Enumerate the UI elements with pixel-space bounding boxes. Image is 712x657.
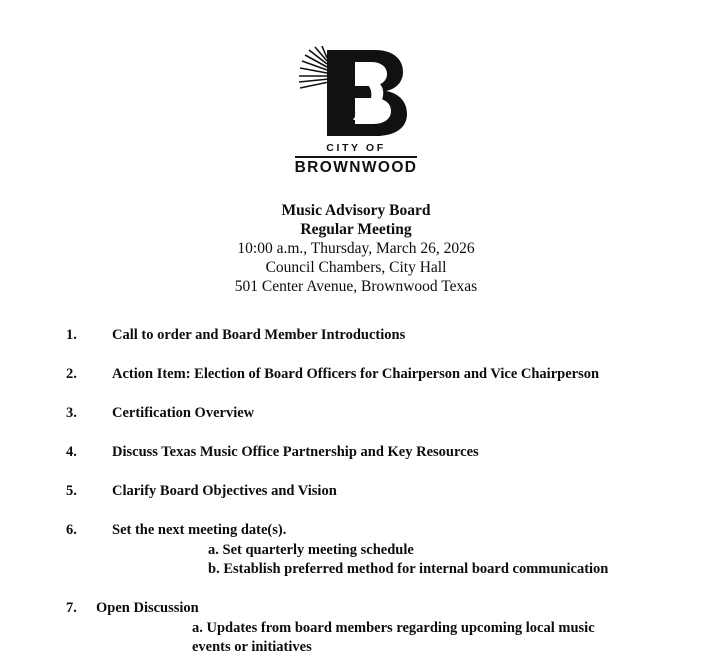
board-name: Music Advisory Board — [281, 202, 431, 219]
brownwood-b-logo-icon — [297, 46, 415, 142]
agenda-item-body — [112, 482, 672, 501]
agenda-item-number: 6. — [66, 522, 77, 538]
agenda-item — [66, 599, 672, 657]
meeting-type: Regular Meeting — [300, 221, 412, 238]
agenda-item-text: Certification Overview — [112, 405, 255, 421]
agenda-item-body — [112, 365, 672, 384]
agenda-subitem: a. Updates from board members regarding upcoming local music — [192, 620, 595, 636]
agenda-item-text: Action Item: Election of Board Officers for Chairperson and Vice Chairperson — [112, 366, 600, 382]
agenda-item-text: Call to order and Board Member Introductions — [112, 327, 406, 343]
agenda-item-body — [112, 443, 672, 462]
agenda-item-text: Set the next meeting date(s). — [112, 522, 287, 538]
agenda-item-number: 2. — [66, 366, 77, 382]
agenda-item — [66, 443, 672, 462]
meeting-header — [0, 201, 712, 296]
agenda-item-body — [96, 599, 672, 657]
agenda-item — [66, 404, 672, 423]
meeting-datetime: 10:00 a.m., Thursday, March 26, 2026 — [237, 240, 475, 257]
logo-city-line: CITY OF — [326, 142, 386, 154]
agenda-item-body — [112, 326, 672, 345]
agenda-item-body — [112, 521, 672, 579]
agenda-item — [66, 365, 672, 384]
agenda-item — [66, 521, 672, 579]
agenda-item-number: 3. — [66, 405, 77, 421]
city-logo-wordmark — [295, 143, 418, 175]
agenda-item-number: 4. — [66, 444, 77, 460]
agenda-item-text: Clarify Board Objectives and Vision — [112, 483, 337, 499]
agenda-subitem: events or initiatives — [192, 639, 312, 655]
meeting-location: Council Chambers, City Hall — [265, 259, 447, 276]
agenda-item-text: Discuss Texas Music Office Partnership and Key Resources — [112, 444, 479, 460]
agenda-item-body — [112, 404, 672, 423]
agenda-subitem-list — [96, 619, 672, 657]
agenda-item-number: 1. — [66, 327, 77, 343]
agenda-item — [66, 482, 672, 501]
agenda-subitem: b. Establish preferred method for internal board communication — [208, 561, 609, 577]
agenda-item-text: Open Discussion — [96, 600, 199, 616]
agenda-list — [0, 326, 712, 657]
agenda-subitem: a. Set quarterly meeting schedule — [208, 542, 414, 558]
agenda-item-number: 7. — [66, 600, 77, 616]
meeting-address: 501 Center Avenue, Brownwood Texas — [234, 278, 478, 295]
agenda-item — [66, 326, 672, 345]
agenda-subitem-list — [112, 541, 672, 579]
logo-name-line: BROWNWOOD — [295, 156, 418, 176]
city-logo-block — [0, 0, 712, 175]
agenda-item-number: 5. — [66, 483, 77, 499]
